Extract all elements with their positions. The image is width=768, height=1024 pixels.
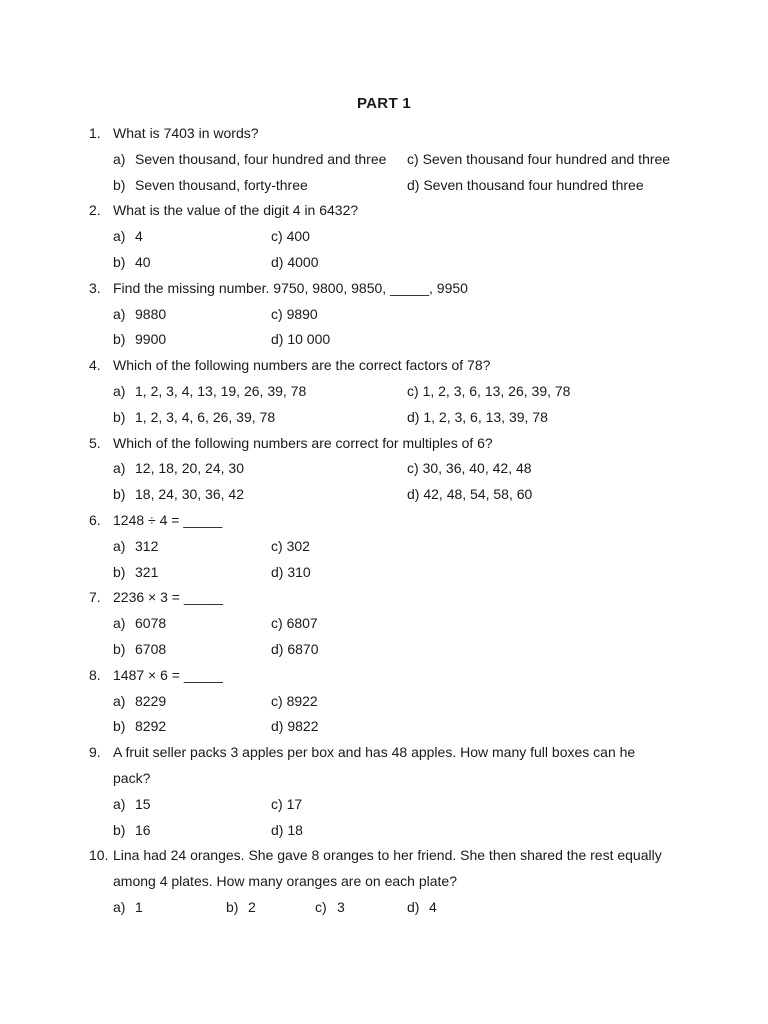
answer-options-row [0,534,768,560]
question-row [0,353,768,379]
answer-options-row [0,379,768,405]
option-letter: d) [271,718,284,735]
question-row [0,663,768,689]
option-text: 15 [135,795,151,812]
question-text: What is 7403 in words? [113,125,259,141]
option-letter: b) [113,563,126,580]
option-text: 18 [287,821,303,838]
answer-option[interactable] [271,637,319,663]
question-number: 2. [89,202,101,219]
option-text: 1, 2, 3, 6, 13, 26, 39, 78 [422,382,571,399]
option-text: 40 [135,253,151,270]
option-text: 6708 [135,640,167,657]
question-number: 1. [89,125,101,141]
option-letter: b) [113,253,126,270]
option-letter: d) [407,408,420,425]
option-text: 400 [286,228,310,245]
option-letter: b) [226,898,239,915]
option-text: Seven thousand four hundred and three [422,150,671,167]
answer-options-row [0,173,768,199]
option-letter: d) [407,176,420,193]
question-row [0,508,768,534]
answer-option[interactable] [271,302,318,328]
option-letter: c) [315,898,327,915]
question-number: 3. [89,279,101,296]
answer-options-row [0,714,768,740]
answer-option[interactable] [113,224,143,250]
option-text: 4 [429,898,437,915]
answer-option[interactable] [271,224,310,250]
answer-option[interactable] [407,895,437,921]
option-text: 16 [135,821,151,838]
option-letter: c) [271,795,283,812]
answer-option[interactable] [113,147,386,173]
question-row [0,843,768,869]
question-list [0,121,768,921]
option-letter: a) [113,795,126,812]
option-text: 3 [337,898,345,915]
question-row [0,869,768,895]
option-letter: d) [271,331,284,348]
option-letter: b) [113,176,126,193]
option-text: 6807 [286,615,318,632]
answer-option[interactable] [113,405,275,431]
option-text: 1, 2, 3, 4, 6, 26, 39, 78 [135,408,276,425]
answer-options-row [0,611,768,637]
option-letter: b) [113,331,126,348]
question-row [0,431,768,457]
option-letter: c) [271,305,283,322]
option-text: Seven thousand four hundred three [423,176,644,193]
option-text: Seven thousand, forty-three [135,176,308,193]
answer-option[interactable] [113,818,151,844]
option-letter: c) [407,150,419,167]
option-text: 312 [135,537,159,554]
answer-option[interactable] [113,173,308,199]
answer-option[interactable] [113,895,143,921]
option-letter: d) [271,640,284,657]
question-number: 5. [89,434,101,451]
question-text: 1248 ÷ 4 = _____ [113,511,223,528]
answer-options-row [0,405,768,431]
answer-option[interactable] [407,405,548,431]
option-text: 9900 [135,331,167,348]
question-text: Lina had 24 oranges. She gave 8 oranges to her friend. She then shared the rest equally [113,847,662,864]
question-row [0,585,768,611]
answer-options-row [0,456,768,482]
option-letter: b) [113,486,126,503]
option-text: 6078 [135,615,167,632]
question-number: 9. [89,744,101,761]
answer-option[interactable] [113,302,166,328]
option-letter: d) [407,486,420,503]
answer-option[interactable] [113,250,151,276]
answer-option[interactable] [113,534,158,560]
option-letter: a) [113,692,126,709]
question-text: among 4 plates. How many oranges are on each plate? [113,873,457,890]
option-letter: d) [271,821,284,838]
question-text: Which of the following numbers are correct for multiples of 6? [113,434,493,451]
answer-option[interactable] [271,534,310,560]
answer-options-row [0,250,768,276]
option-letter: b) [113,640,126,657]
answer-option[interactable] [113,611,166,637]
answer-options-row [0,637,768,663]
answer-option[interactable] [407,147,670,173]
option-text: 8292 [135,718,167,735]
question-row [0,740,768,766]
answer-option[interactable] [113,792,151,818]
answer-option[interactable] [271,327,330,353]
option-text: 1 [135,898,143,915]
option-letter: a) [113,305,126,322]
option-letter: c) [271,537,283,554]
option-text: 17 [286,795,303,812]
answer-option[interactable] [113,327,166,353]
question-text: pack? [113,769,151,786]
option-letter: b) [113,821,126,838]
option-letter: a) [113,228,126,245]
option-letter: b) [113,718,126,735]
answer-option[interactable] [113,714,166,740]
answer-options-row [0,689,768,715]
answer-options-row [0,147,768,173]
option-letter: d) [407,898,420,915]
option-letter: a) [113,615,126,632]
answer-options-row [0,302,768,328]
answer-options-row [0,895,768,921]
option-text: 302 [286,537,310,554]
option-text: 30, 36, 40, 42, 48 [422,460,532,477]
question-row [0,766,768,792]
option-text: 8922 [286,692,318,709]
option-text: 1, 2, 3, 6, 13, 39, 78 [423,408,548,425]
option-text: 8229 [135,692,167,709]
option-letter: a) [113,150,126,167]
option-letter: c) [407,460,419,477]
question-row [0,276,768,302]
answer-option[interactable] [271,611,318,637]
answer-option[interactable] [407,173,644,199]
answer-options-row [0,482,768,508]
option-letter: c) [407,382,419,399]
option-letter: d) [271,563,284,580]
answer-option[interactable] [113,560,158,586]
question-text: A fruit seller packs 3 apples per box and has 48 apples. How many full boxes can he [113,744,636,761]
question-row [0,198,768,224]
option-text: 9880 [135,305,167,322]
question-text: 1487 × 6 = _____ [113,666,223,683]
option-text: 2 [248,898,256,915]
option-text: 42, 48, 54, 58, 60 [423,486,533,503]
answer-option[interactable] [315,895,345,921]
option-text: 10 000 [287,331,331,348]
answer-options-row [0,327,768,353]
option-letter: a) [113,898,126,915]
option-text: 6870 [287,640,319,657]
answer-option[interactable] [271,792,302,818]
option-letter: d) [271,253,284,270]
question-number: 8. [89,666,101,683]
option-text: 18, 24, 30, 36, 42 [135,486,244,503]
page-title: PART 1 [356,95,412,112]
option-text: 9822 [287,718,319,735]
option-letter: a) [113,382,126,399]
answer-option[interactable] [113,637,166,663]
option-text: 310 [287,563,311,580]
question-number: 7. [89,589,101,606]
option-text: 1, 2, 3, 4, 13, 19, 26, 39, 78 [135,382,307,399]
option-letter: c) [271,692,283,709]
answer-option[interactable] [113,456,244,482]
option-letter: a) [113,460,126,477]
option-text: 4000 [287,253,319,270]
answer-option[interactable] [407,379,570,405]
option-letter: b) [113,408,126,425]
answer-option[interactable] [407,482,532,508]
option-text: 321 [135,563,159,580]
question-text: What is the value of the digit 4 in 6432? [113,202,359,219]
question-row [0,121,768,147]
question-text: Which of the following numbers are the correct factors of 78? [113,357,491,374]
question-number: 4. [89,357,101,374]
option-letter: c) [271,615,283,632]
answer-option[interactable] [226,895,256,921]
answer-option[interactable] [113,689,166,715]
answer-option[interactable] [113,379,306,405]
option-text: 4 [135,228,143,245]
question-text: 2236 × 3 = _____ [113,589,223,606]
answer-option[interactable] [113,482,244,508]
answer-option[interactable] [271,818,303,844]
answer-option[interactable] [271,689,318,715]
answer-options-row [0,792,768,818]
answer-option[interactable] [271,250,319,276]
question-text: Find the missing number. 9750, 9800, 9850, _____, 9950 [113,279,468,296]
option-letter: c) [271,228,283,245]
answer-option[interactable] [271,714,319,740]
option-text: 12, 18, 20, 24, 30 [135,460,244,477]
answer-option[interactable] [271,560,311,586]
answer-options-row [0,818,768,844]
option-text: Seven thousand, four hundred and three [135,150,387,167]
option-text: 9890 [286,305,318,322]
question-number: 6. [89,511,101,528]
answer-options-row [0,224,768,250]
question-number: 10. [89,847,109,864]
answer-option[interactable] [407,456,532,482]
option-letter: a) [113,537,126,554]
answer-options-row [0,560,768,586]
